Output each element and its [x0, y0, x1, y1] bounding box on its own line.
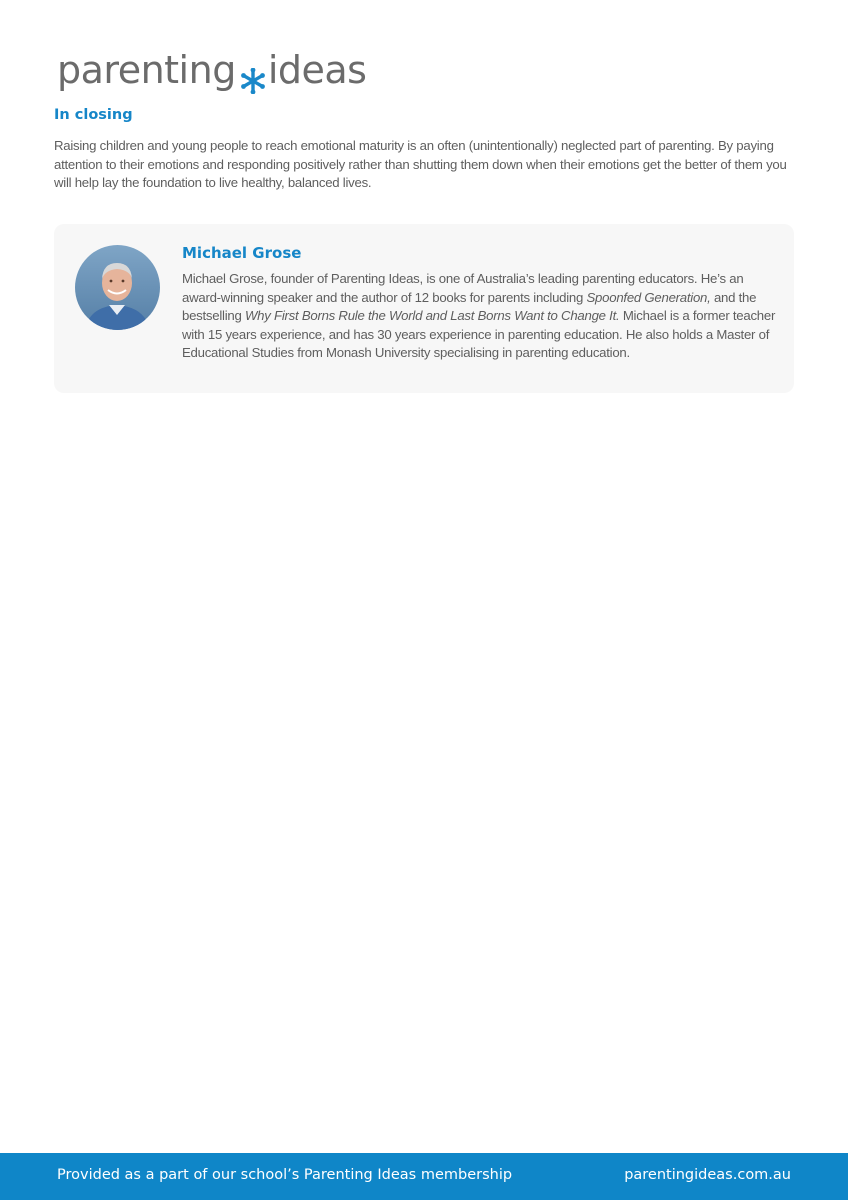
website-link[interactable]: parentingideas.com.au	[624, 1167, 791, 1183]
bio-text: and the bestselling	[182, 289, 757, 323]
bio-text: Michael is a former teacher with 15 years experience, and has 30 years experience in parenting education. He also holds a Master of Educational Studies from Monash University specialising in parenting education.	[182, 308, 776, 360]
author-bio	[182, 270, 777, 363]
asterisk-star-icon	[240, 59, 266, 85]
section-heading: In closing	[54, 107, 133, 123]
footer-bar	[0, 1153, 848, 1200]
bio-text: Michael Grose, founder of Parenting Ideas, is one of Australia’s leading parenting educators. He’s an award-winning speaker and the author of 12 books for parents including	[182, 271, 744, 305]
author-name: Michael Grose	[182, 244, 302, 262]
book-title: Spoonfed Generation,	[586, 289, 711, 305]
membership-note: Provided as a part of our school’s Parenting Ideas membership	[57, 1167, 513, 1183]
closing-paragraph: Raising children and young people to reach emotional maturity is an often (unintentionally) neglected part of parenting. By paying attention to their emotions and responding positively rather than shutting them down when their emotions get the better of them you will help lay the foundation to live healthy, balanced lives.	[54, 138, 787, 191]
author-card	[54, 224, 794, 393]
parenting-ideas-logo	[57, 48, 366, 92]
logo-text-parenting: parenting	[57, 48, 236, 92]
author-avatar	[75, 245, 160, 330]
logo-text-ideas: ideas	[267, 48, 367, 92]
book-title: Why First Borns Rule the World and Last Borns Want to Change It.	[244, 308, 620, 323]
